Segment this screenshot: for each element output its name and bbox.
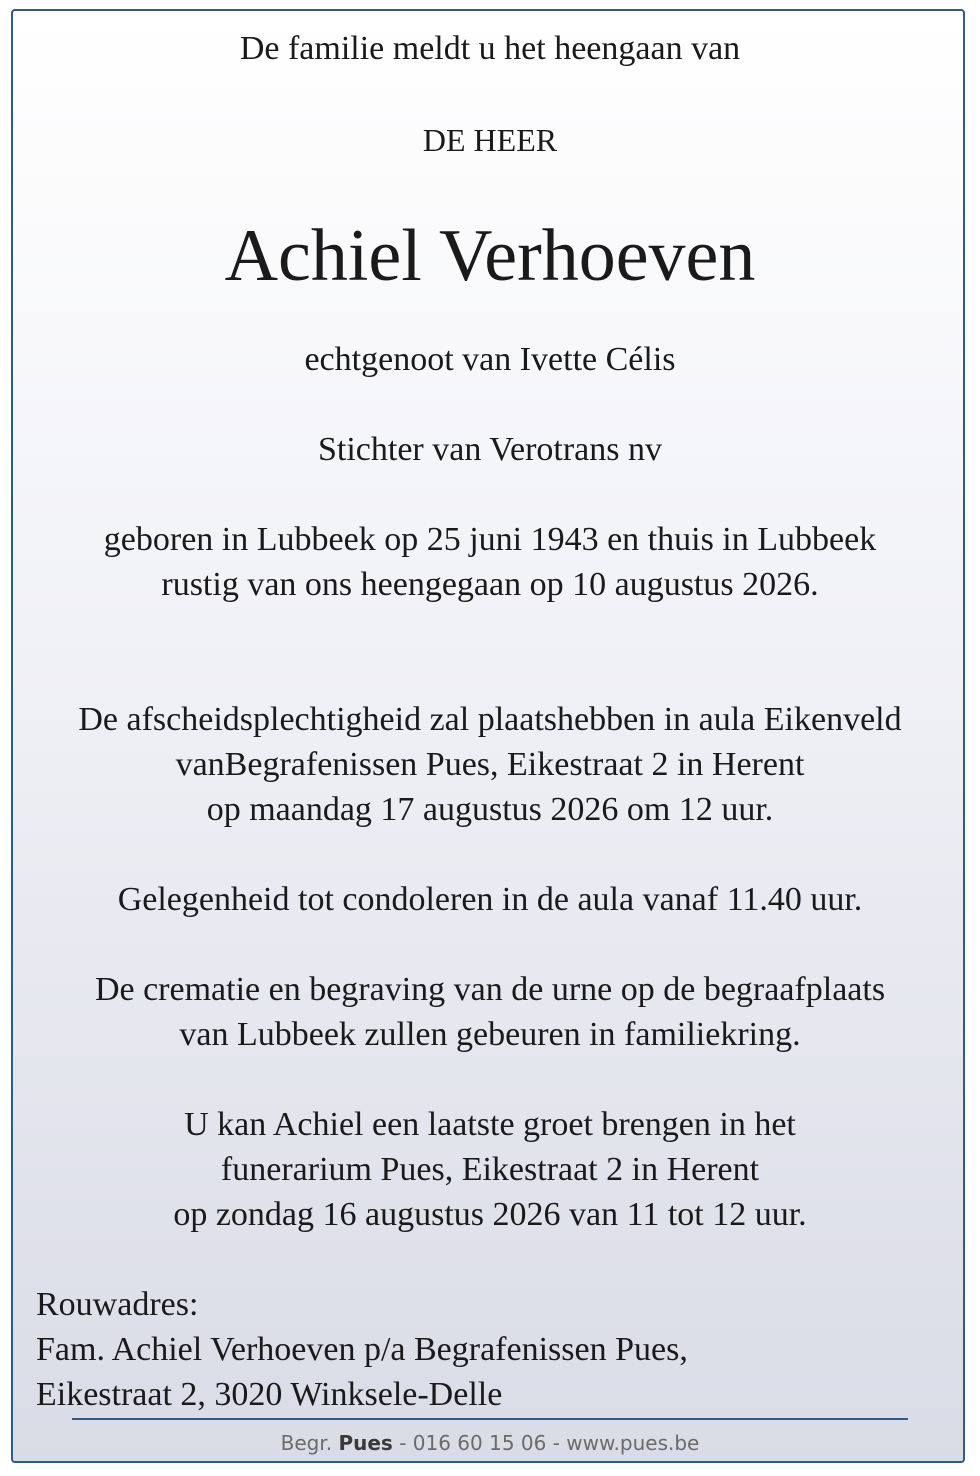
address-line-1: Fam. Achiel Verhoeven p/a Begrafenissen Pues, — [36, 1331, 688, 1368]
life-line-birth: geboren in Lubbeek op 25 juni 1943 en thuis in Lubbeek — [103, 521, 877, 558]
ceremony-line-2: vanBegrafenissen Pues, Eikestraat 2 in Herent — [175, 746, 805, 783]
spouse-line: echtgenoot van Ivette Célis — [304, 341, 676, 378]
ceremony-line-3: op maandag 17 augustus 2026 om 12 uur. — [206, 791, 774, 828]
footer-brand: Pues — [338, 1431, 393, 1455]
funeral-home-footer — [0, 1431, 980, 1455]
footer-prefix: Begr. — [280, 1431, 339, 1455]
cremation-line-1: De crematie en begraving van de urne op de begraafplaats — [94, 971, 886, 1008]
deceased-name: Achiel Verhoeven — [224, 215, 756, 297]
footer-divider — [72, 1418, 908, 1420]
footer-contact: - 016 60 15 06 - www.pues.be — [392, 1431, 700, 1455]
visitation-line-1: U kan Achiel een laatste groet brengen in het — [184, 1106, 796, 1143]
life-line-death: rustig van ons heengegaan op 10 augustus 2026. — [161, 566, 819, 603]
honorific: DE HEER — [422, 122, 558, 158]
role-line: Stichter van Verotrans nv — [317, 431, 663, 468]
cremation-line-2: van Lubbeek zullen gebeuren in familiekring. — [179, 1016, 801, 1053]
address-line-2: Eikestraat 2, 3020 Winksele-Delle — [36, 1376, 503, 1413]
intro-text: De familie meldt u het heengaan van — [239, 30, 741, 67]
visitation-line-3: op zondag 16 augustus 2026 van 11 tot 12 uur. — [173, 1196, 807, 1233]
visitation-line-2: funerarium Pues, Eikestraat 2 in Herent — [220, 1151, 760, 1188]
ceremony-line-1: De afscheidsplechtigheid zal plaatshebben in aula Eikenveld — [78, 701, 902, 738]
condolences-line: Gelegenheid tot condoleren in de aula vanaf 11.40 uur. — [117, 881, 863, 918]
address-label: Rouwadres: — [36, 1286, 199, 1323]
